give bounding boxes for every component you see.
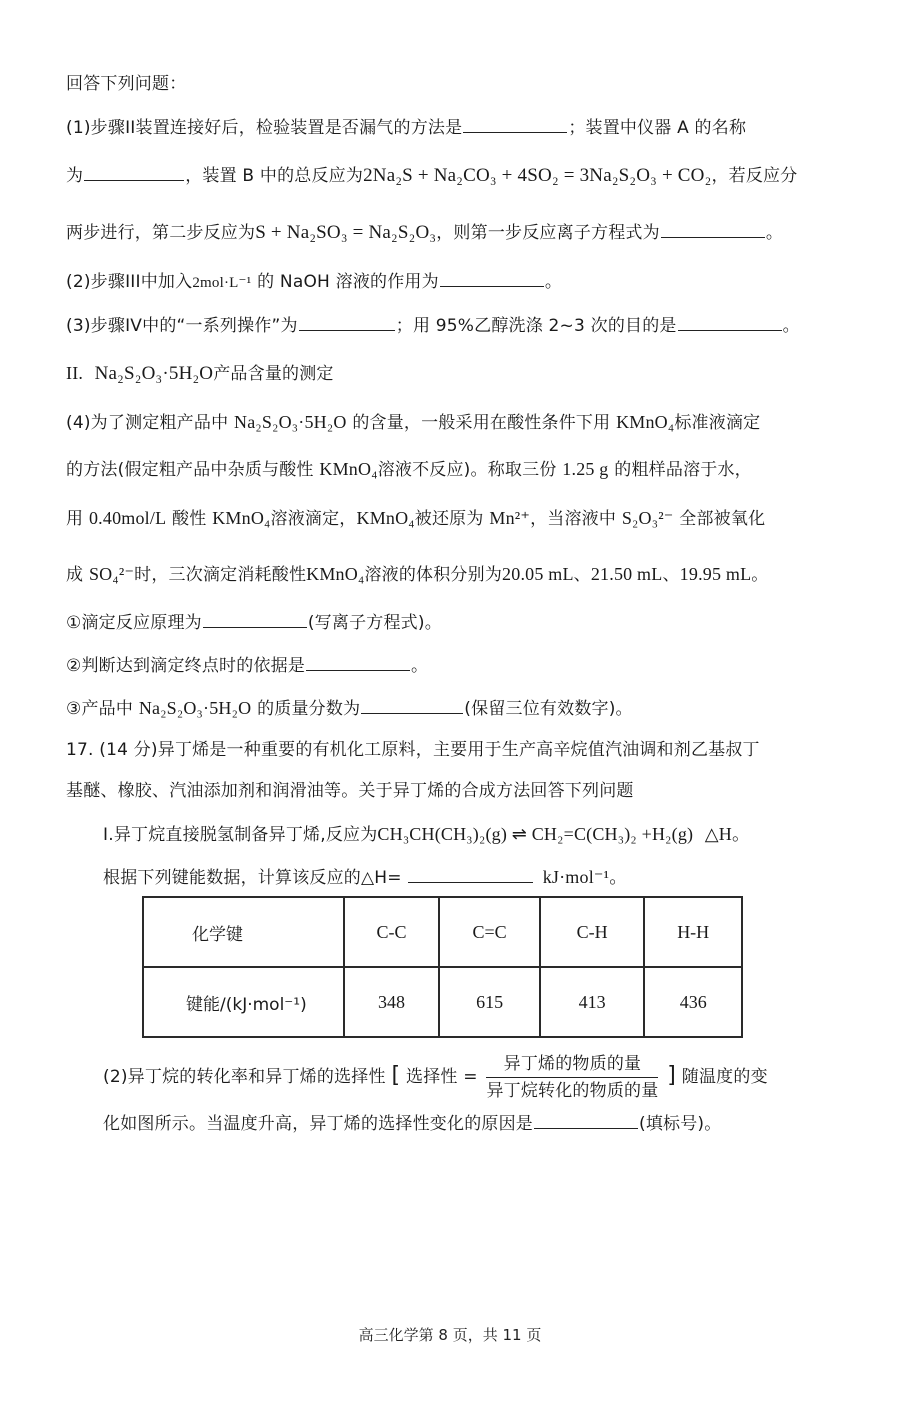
section-ii-heading: II. Na₂S₂O₃·5H₂O产品含量的测定 xyxy=(66,363,334,384)
answer-blank-selectivity-reason[interactable] xyxy=(534,1110,638,1129)
table-cell-bond: C-H xyxy=(540,897,645,967)
q4-sub-3: ③产品中 Na₂S₂O₃·5H₂O 的质量分数为 (保留三位有效数字)。 xyxy=(66,695,633,721)
table-cell-energy: 348 xyxy=(344,967,440,1037)
selectivity-fraction xyxy=(486,1053,658,1102)
q3-line: (3)步骤IV中的“一系列操作”为 ；用 95%乙醇洗涤 2~3 次的目的是 。 xyxy=(66,312,800,338)
answer-blank-delta-h[interactable] xyxy=(408,864,533,883)
q17-part-i-line-1: Ⅰ.异丁烷直接脱氢制备异丁烯,反应为CH₃CH(CH₃)₂(g) ⇌ CH₂=C(CH₃)₂ +H₂(g) △H。 xyxy=(103,824,751,845)
dehydrogenation-equation: CH₃CH(CH₃)₂(g) ⇌ CH₂=C(CH₃)₂ +H₂(g) xyxy=(377,824,694,844)
table-cell-bond: H-H xyxy=(644,897,742,967)
answer-blank-endpoint[interactable] xyxy=(306,652,410,671)
answer-blank-naoh-role[interactable] xyxy=(440,268,544,287)
q4-line-1: (4)为了测定粗产品中 Na₂S₂O₃·5H₂O 的含量，一般采用在酸性条件下用 KMnO₄标准液滴定 xyxy=(66,412,761,433)
q4-line-3: 用 0.40mol/L 酸性 KMnO₄溶液滴定，KMnO₄被还原为 Mn²⁺，当溶液中 S₂O₃²⁻ 全部被氧化 xyxy=(66,508,766,529)
table-row-bonds xyxy=(143,897,742,967)
table-cell-bond: C=C xyxy=(439,897,540,967)
table-cell-energy: 413 xyxy=(540,967,645,1037)
q4-sub-1: ①滴定反应原理为 (写离子方程式)。 xyxy=(66,609,442,635)
answer-blank-operations[interactable] xyxy=(299,312,395,331)
answer-blank-instrument-a[interactable] xyxy=(84,162,184,181)
page-footer: 高三化学第 8 页，共 11 页 xyxy=(358,1326,542,1344)
table-header-chemical-bond: 化学键 xyxy=(143,897,344,967)
q17-part-i-line-2: 根据下列键能数据，计算该反应的△H= kJ·mol⁻¹。 xyxy=(103,864,627,890)
fraction-denominator: 异丁烷转化的物质的量 xyxy=(486,1081,659,1101)
q4-line-4: 成 SO₄²⁻时，三次滴定消耗酸性KMnO₄溶液的体积分别为20.05 mL、21.50 mL、19.95 mL。 xyxy=(66,564,769,585)
q17-part-2-line-2: 化如图所示。当温度升高，异丁烯的选择性变化的原因是 (填标号)。 xyxy=(103,1110,721,1136)
q1-line-1: (1)步骤II装置连接好后，检验装置是否漏气的方法是 ；装置中仪器 A 的名称 xyxy=(66,114,746,140)
q17-line-1: 17. (14 分)异丁烯是一种重要的有机化工原料，主要用于生产高辛烷值汽油调和剂乙基叔丁 xyxy=(66,740,760,760)
answer-blank-leak-test[interactable] xyxy=(463,114,567,133)
equation-overall-b: 2Na₂S + Na₂CO₃ + 4SO₂ = 3Na₂S₂O₃ + CO₂ xyxy=(363,165,712,186)
table-cell-bond: C-C xyxy=(344,897,440,967)
table-row-energies xyxy=(143,967,742,1037)
answer-blank-titration-equation[interactable] xyxy=(203,609,307,628)
q1-line-3: 两步进行，第二步反应为S + Na₂SO₃ = Na₂S₂O₃，则第一步反应离子方程式为 。 xyxy=(66,219,783,245)
answer-blank-ethanol-purpose[interactable] xyxy=(678,312,782,331)
fraction-numerator: 异丁烯的物质的量 xyxy=(486,1053,658,1078)
volume-2: 21.50 mL xyxy=(590,564,663,584)
q17-line-2: 基醚、橡胶、汽油添加剂和润滑油等。关于异丁烯的合成方法回答下列问题 xyxy=(66,781,634,801)
volume-3: 19.95 mL xyxy=(679,564,752,584)
q2-line: (2)步骤III中加入2mol·L⁻¹ 的 NaOH 溶液的作用为 。 xyxy=(66,268,562,295)
table-header-bond-energy: 键能/(kJ·mol⁻¹) xyxy=(143,967,344,1037)
q4-sub-2: ②判断达到滴定终点时的依据是 。 xyxy=(66,652,428,678)
q17-part-2-line-1: (2)异丁烷的转化率和异丁烯的选择性 [ 选择性 = $\frac{\text{异丁烯的物质的量}}{\text{异丁烷转化的物质的量}}$ ] 随温度的变 xyxy=(103,1054,768,1101)
volume-1: 20.05 mL xyxy=(502,564,574,584)
table-cell-energy: 615 xyxy=(439,967,540,1037)
answer-blank-step1-ionic[interactable] xyxy=(661,219,765,238)
intro-text: 回答下列问题： xyxy=(66,74,187,94)
bond-energy-table xyxy=(142,896,743,1038)
q1-line-2: 为 ，装置 B 中的总反应为2Na₂S + Na₂CO₃ + 4SO₂ = 3Na₂S₂O₃ + CO₂，若反应分 xyxy=(66,162,797,188)
answer-blank-mass-fraction[interactable] xyxy=(361,695,463,714)
q4-line-2: 的方法(假定粗产品中杂质与酸性 KMnO₄溶液不反应)。称取三份 1.25 g 的粗样品溶于水， xyxy=(66,459,752,480)
equation-step-2: S + Na₂SO₃ = Na₂S₂O₃ xyxy=(255,222,437,243)
table-cell-energy: 436 xyxy=(644,967,742,1037)
